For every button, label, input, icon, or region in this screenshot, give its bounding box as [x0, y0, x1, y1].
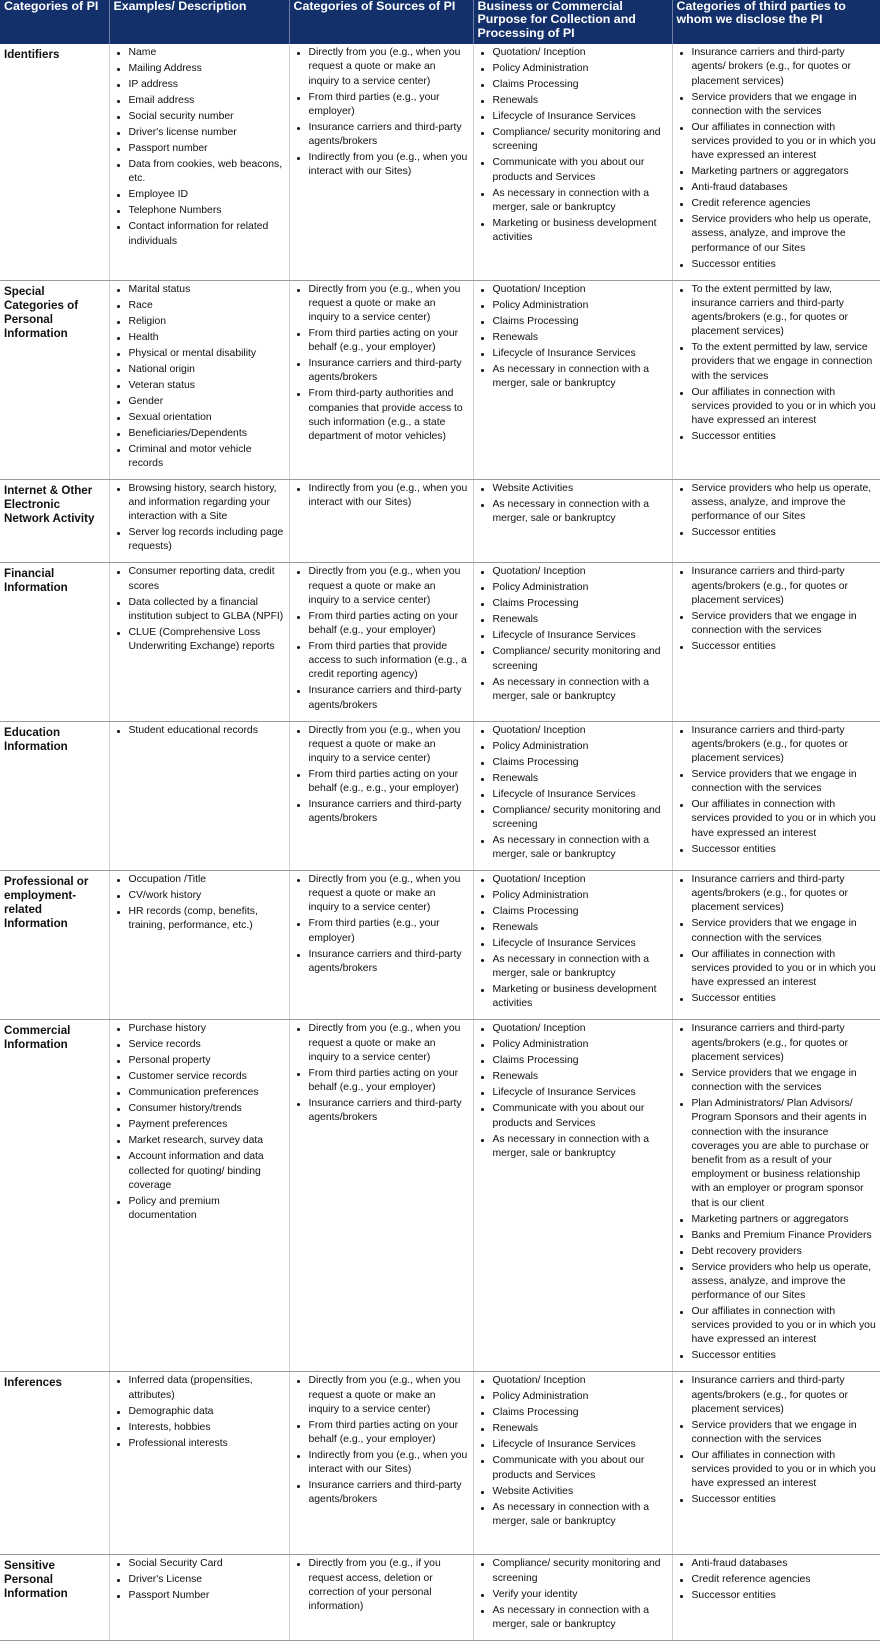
category-cell: Commercial Information — [0, 1020, 109, 1372]
third-party-item: Insurance carriers and third-party agents/brokers (e.g., for quotes or placement services) — [692, 873, 877, 916]
source-item: From third parties that provide access to such information (e.g., a credit reporting agency) — [309, 640, 469, 683]
purpose-item: Compliance/ security monitoring and screening — [493, 645, 668, 673]
bullet-list — [478, 1374, 668, 1529]
source-item: Directly from you (e.g., when you request a quote or make an inquiry to a service center) — [309, 1374, 469, 1417]
examples-cell — [109, 1020, 289, 1372]
third-parties-cell — [672, 479, 880, 563]
purpose-item: Policy Administration — [493, 1038, 668, 1052]
source-item: Directly from you (e.g., when you request a quote or make an inquiry to a service center) — [309, 46, 469, 89]
bullet-list — [294, 873, 469, 976]
source-item: Directly from you (e.g., when you request a quote or make an inquiry to a service center) — [309, 873, 469, 916]
example-item: Name — [129, 46, 285, 60]
purpose-item: Marketing or business development activities — [493, 983, 668, 1011]
third-party-item: Banks and Premium Finance Providers — [692, 1229, 877, 1243]
purpose-item: Lifecycle of Insurance Services — [493, 629, 668, 643]
examples-cell — [109, 280, 289, 479]
third-party-item: Service providers who help us operate, assess, analyze, and improve the performance of our Sites — [692, 1261, 877, 1304]
purpose-item: Website Activities — [493, 482, 668, 496]
purpose-item: Quotation/ Inception — [493, 1022, 668, 1036]
example-item: Mailing Address — [129, 62, 285, 76]
purpose-item: As necessary in connection with a merger, sale or bankruptcy — [493, 1133, 668, 1161]
bullet-list — [677, 565, 877, 654]
purpose-item: Renewals — [493, 1422, 668, 1436]
purpose-item: Claims Processing — [493, 315, 668, 329]
purposes-cell — [473, 1372, 672, 1555]
example-item: Interests, hobbies — [129, 1421, 285, 1435]
bullet-list — [677, 482, 877, 541]
table-row — [0, 280, 880, 479]
examples-cell — [109, 479, 289, 563]
purpose-item: Policy Administration — [493, 740, 668, 754]
header-third-parties: Categories of third parties to whom we disclose the PI — [672, 0, 880, 44]
example-item: Passport Number — [129, 1589, 285, 1603]
source-item: From third parties (e.g., your employer) — [309, 91, 469, 119]
purpose-item: Lifecycle of Insurance Services — [493, 1438, 668, 1452]
source-item: Insurance carriers and third-party agents/brokers — [309, 798, 469, 826]
example-item: Contact information for related individuals — [129, 220, 285, 248]
third-party-item: Service providers that we engage in connection with the services — [692, 1067, 877, 1095]
third-party-item: Successor entities — [692, 843, 877, 857]
example-item: CLUE (Comprehensive Loss Underwriting Exchange) reports — [129, 626, 285, 654]
source-item: Insurance carriers and third-party agents/brokers — [309, 684, 469, 712]
sources-cell — [289, 280, 473, 479]
purpose-item: Lifecycle of Insurance Services — [493, 1086, 668, 1100]
example-item: Race — [129, 299, 285, 313]
example-item: Beneficiaries/Dependents — [129, 427, 285, 441]
table-row — [0, 1555, 880, 1640]
category-cell: Professional or employment-related Information — [0, 871, 109, 1020]
purposes-cell — [473, 479, 672, 563]
third-party-item: Our affiliates in connection with services provided to you or in which you have expressed an interest — [692, 1449, 877, 1492]
example-item: Service records — [129, 1038, 285, 1052]
example-item: Marital status — [129, 283, 285, 297]
purpose-item: As necessary in connection with a merger, sale or bankruptcy — [493, 834, 668, 862]
example-item: Payment preferences — [129, 1118, 285, 1132]
table-body — [0, 44, 880, 1640]
purposes-cell — [473, 1555, 672, 1640]
purpose-item: Compliance/ security monitoring and screening — [493, 126, 668, 154]
third-party-item: Successor entities — [692, 1589, 877, 1603]
purpose-item: As necessary in connection with a merger, sale or bankruptcy — [493, 1604, 668, 1632]
source-item: From third parties acting on your behalf (e.g., your employer) — [309, 1419, 469, 1447]
third-party-item: Service providers who help us operate, assess, analyze, and improve the performance of our Sites — [692, 213, 877, 256]
third-party-item: To the extent permitted by law, insurance carriers and third-party agents/brokers (e.g., for quotes or placement services) — [692, 283, 877, 340]
third-party-item: Successor entities — [692, 640, 877, 654]
example-item: Inferred data (propensities, attributes) — [129, 1374, 285, 1402]
third-party-item: Insurance carriers and third-party agents/brokers (e.g., for quotes or placement services) — [692, 565, 877, 608]
example-item: Purchase history — [129, 1022, 285, 1036]
purpose-item: Lifecycle of Insurance Services — [493, 788, 668, 802]
source-item: From third parties acting on your behalf (e.g., your employer) — [309, 610, 469, 638]
sources-cell — [289, 1020, 473, 1372]
header-purposes: Business or Commercial Purpose for Collection and Processing of PI — [473, 0, 672, 44]
example-item: Professional interests — [129, 1437, 285, 1451]
examples-cell — [109, 563, 289, 721]
source-item: Insurance carriers and third-party agents/brokers — [309, 1479, 469, 1507]
third-party-item: Plan Administrators/ Plan Advisors/ Program Sponsors and their agents in connection with the insurance coverages you are able to purchase or benefit from as a result of your employment or business relationship with an employer or program sponsor that is our client — [692, 1097, 877, 1211]
purpose-item: Renewals — [493, 921, 668, 935]
bullet-list — [114, 1374, 285, 1450]
sources-cell — [289, 871, 473, 1020]
purpose-item: As necessary in connection with a merger, sale or bankruptcy — [493, 1501, 668, 1529]
examples-cell — [109, 871, 289, 1020]
bullet-list — [114, 873, 285, 933]
purpose-item: Quotation/ Inception — [493, 565, 668, 579]
example-item: Gender — [129, 395, 285, 409]
third-party-item: Service providers that we engage in connection with the services — [692, 768, 877, 796]
example-item: Employee ID — [129, 188, 285, 202]
third-party-item: Anti-fraud databases — [692, 1557, 877, 1571]
third-party-item: Our affiliates in connection with services provided to you or in which you have expressed an interest — [692, 121, 877, 164]
bullet-list — [294, 565, 469, 712]
purpose-item: Lifecycle of Insurance Services — [493, 110, 668, 124]
category-cell: Education Information — [0, 721, 109, 870]
purpose-item: Quotation/ Inception — [493, 1374, 668, 1388]
example-item: Passport number — [129, 142, 285, 156]
purpose-item: As necessary in connection with a merger, sale or bankruptcy — [493, 498, 668, 526]
source-item: Directly from you (e.g., when you request a quote or make an inquiry to a service center) — [309, 283, 469, 326]
category-cell: Identifiers — [0, 44, 109, 280]
source-item: Insurance carriers and third-party agents/brokers — [309, 357, 469, 385]
example-item: Health — [129, 331, 285, 345]
bullet-list — [294, 482, 469, 510]
third-party-item: Insurance carriers and third-party agents/brokers (e.g., for quotes or placement services) — [692, 724, 877, 767]
third-parties-cell — [672, 280, 880, 479]
bullet-list — [478, 1557, 668, 1632]
source-item: From third parties acting on your behalf (e.g., your employer) — [309, 1067, 469, 1095]
example-item: National origin — [129, 363, 285, 377]
source-item: From third-party authorities and companies that provide access to such information (e.g., a state department of motor vehicles) — [309, 387, 469, 444]
header-categories: Categories of PI — [0, 0, 109, 44]
example-item: Occupation /Title — [129, 873, 285, 887]
example-item: Email address — [129, 94, 285, 108]
purpose-item: As necessary in connection with a merger, sale or bankruptcy — [493, 676, 668, 704]
third-parties-cell — [672, 1555, 880, 1640]
third-party-item: Service providers that we engage in connection with the services — [692, 91, 877, 119]
bullet-list — [114, 1022, 285, 1223]
example-item: Consumer history/trends — [129, 1102, 285, 1116]
example-item: Social Security Card — [129, 1557, 285, 1571]
third-party-item: Our affiliates in connection with services provided to you or in which you have expressed an interest — [692, 948, 877, 991]
examples-cell — [109, 1372, 289, 1555]
third-party-item: Service providers that we engage in connection with the services — [692, 1419, 877, 1447]
purpose-item: Claims Processing — [493, 78, 668, 92]
example-item: HR records (comp, benefits, training, performance, etc.) — [129, 905, 285, 933]
purpose-item: Policy Administration — [493, 62, 668, 76]
third-party-item: Marketing partners or aggregators — [692, 165, 877, 179]
third-parties-cell — [672, 721, 880, 870]
header-examples: Examples/ Description — [109, 0, 289, 44]
example-item: IP address — [129, 78, 285, 92]
third-party-item: Successor entities — [692, 526, 877, 540]
purposes-cell — [473, 44, 672, 280]
sources-cell — [289, 563, 473, 721]
bullet-list — [294, 1374, 469, 1507]
bullet-list — [478, 283, 668, 391]
example-item: Data collected by a financial institution subject to GLBA (NPFI) — [129, 596, 285, 624]
bullet-list — [114, 46, 285, 249]
sources-cell — [289, 44, 473, 280]
purposes-cell — [473, 871, 672, 1020]
purpose-item: Compliance/ security monitoring and screening — [493, 804, 668, 832]
third-party-item: Debt recovery providers — [692, 1245, 877, 1259]
purpose-item: Quotation/ Inception — [493, 873, 668, 887]
bullet-list — [677, 46, 877, 272]
category-cell: Financial Information — [0, 563, 109, 721]
purpose-item: As necessary in connection with a merger, sale or bankruptcy — [493, 953, 668, 981]
bullet-list — [294, 1022, 469, 1125]
table-row — [0, 44, 880, 280]
source-item: Directly from you (e.g., when you request a quote or make an inquiry to a service center) — [309, 1022, 469, 1065]
third-party-item: Successor entities — [692, 430, 877, 444]
source-item: Directly from you (e.g., when you request a quote or make an inquiry to a service center) — [309, 724, 469, 767]
bullet-list — [294, 724, 469, 827]
sources-cell — [289, 1555, 473, 1640]
third-parties-cell — [672, 44, 880, 280]
sources-cell — [289, 1372, 473, 1555]
purpose-item: Policy Administration — [493, 1390, 668, 1404]
bullet-list — [478, 1022, 668, 1161]
purpose-item: Renewals — [493, 1070, 668, 1084]
source-item: Indirectly from you (e.g., when you interact with our Sites) — [309, 1449, 469, 1477]
example-item: Veteran status — [129, 379, 285, 393]
purpose-item: Claims Processing — [493, 756, 668, 770]
header-row — [0, 0, 880, 44]
bullet-list — [114, 283, 285, 471]
purposes-cell — [473, 721, 672, 870]
bullet-list — [677, 1374, 877, 1507]
example-item: Religion — [129, 315, 285, 329]
table-row — [0, 721, 880, 870]
purpose-item: Website Activities — [493, 1485, 668, 1499]
third-party-item: Service providers who help us operate, assess, analyze, and improve the performance of our Sites — [692, 482, 877, 525]
source-item: Directly from you (e.g., when you request a quote or make an inquiry to a service center) — [309, 565, 469, 608]
purpose-item: As necessary in connection with a merger, sale or bankruptcy — [493, 187, 668, 215]
purpose-item: Policy Administration — [493, 581, 668, 595]
bullet-list — [294, 283, 469, 445]
purpose-item: Communicate with you about our products and Services — [493, 156, 668, 184]
example-item: Student educational records — [129, 724, 285, 738]
source-item: Insurance carriers and third-party agents/brokers — [309, 121, 469, 149]
purpose-item: Marketing or business development activities — [493, 217, 668, 245]
third-party-item: Successor entities — [692, 1349, 877, 1363]
example-item: Demographic data — [129, 1405, 285, 1419]
bullet-list — [294, 1557, 469, 1614]
purpose-item: As necessary in connection with a merger, sale or bankruptcy — [493, 363, 668, 391]
bullet-list — [114, 482, 285, 555]
purposes-cell — [473, 563, 672, 721]
bullet-list — [114, 565, 285, 654]
examples-cell — [109, 721, 289, 870]
purpose-item: Quotation/ Inception — [493, 724, 668, 738]
third-party-item: To the extent permitted by law, service providers that we engage in connection with the services — [692, 341, 877, 384]
example-item: Physical or mental disability — [129, 347, 285, 361]
table-row — [0, 1020, 880, 1372]
purpose-item: Policy Administration — [493, 299, 668, 313]
third-parties-cell — [672, 1372, 880, 1555]
sources-cell — [289, 479, 473, 563]
bullet-list — [478, 724, 668, 863]
example-item: Communication preferences — [129, 1086, 285, 1100]
bullet-list — [677, 1022, 877, 1363]
third-party-item: Our affiliates in connection with services provided to you or in which you have expressed an interest — [692, 1305, 877, 1348]
header-sources: Categories of Sources of PI — [289, 0, 473, 44]
source-item: Directly from you (e.g., if you request access, deletion or correction of your personal information) — [309, 1557, 469, 1614]
example-item: Account information and data collected for quoting/ binding coverage — [129, 1150, 285, 1193]
purpose-item: Communicate with you about our products and Services — [493, 1102, 668, 1130]
purposes-cell — [473, 1020, 672, 1372]
table-row — [0, 563, 880, 721]
purpose-item: Renewals — [493, 613, 668, 627]
example-item: Social security number — [129, 110, 285, 124]
bullet-list — [677, 873, 877, 1006]
purpose-item: Claims Processing — [493, 905, 668, 919]
third-party-item: Anti-fraud databases — [692, 181, 877, 195]
purpose-item: Claims Processing — [493, 597, 668, 611]
purpose-item: Renewals — [493, 331, 668, 345]
bullet-list — [478, 565, 668, 704]
bullet-list — [478, 482, 668, 526]
sources-cell — [289, 721, 473, 870]
third-party-item: Credit reference agencies — [692, 197, 877, 211]
example-item: CV/work history — [129, 889, 285, 903]
bullet-list — [677, 283, 877, 445]
example-item: Criminal and motor vehicle records — [129, 443, 285, 471]
source-item: Insurance carriers and third-party agents/brokers — [309, 948, 469, 976]
purpose-item: Quotation/ Inception — [493, 46, 668, 60]
purpose-item: Quotation/ Inception — [493, 283, 668, 297]
purpose-item: Lifecycle of Insurance Services — [493, 347, 668, 361]
purpose-item: Renewals — [493, 94, 668, 108]
bullet-list — [478, 873, 668, 1012]
third-party-item: Insurance carriers and third-party agents/ brokers (e.g., for quotes or placement services) — [692, 46, 877, 89]
examples-cell — [109, 44, 289, 280]
purpose-item: Renewals — [493, 772, 668, 786]
bullet-list — [114, 1557, 285, 1603]
example-item: Browsing history, search history, and information regarding your interaction with a Site — [129, 482, 285, 525]
purpose-item: Claims Processing — [493, 1406, 668, 1420]
category-cell: Sensitive Personal Information — [0, 1555, 109, 1640]
third-party-item: Successor entities — [692, 1493, 877, 1507]
third-party-item: Service providers that we engage in connection with the services — [692, 610, 877, 638]
purpose-item: Compliance/ security monitoring and screening — [493, 1557, 668, 1585]
bullet-list — [677, 1557, 877, 1603]
third-party-item: Our affiliates in connection with services provided to you or in which you have expressed an interest — [692, 798, 877, 841]
bullet-list — [294, 46, 469, 179]
third-parties-cell — [672, 1020, 880, 1372]
third-party-item: Our affiliates in connection with services provided to you or in which you have expressed an interest — [692, 386, 877, 429]
example-item: Data from cookies, web beacons, etc. — [129, 158, 285, 186]
example-item: Sexual orientation — [129, 411, 285, 425]
third-party-item: Successor entities — [692, 258, 877, 272]
purpose-item: Policy Administration — [493, 889, 668, 903]
source-item: From third parties (e.g., your employer) — [309, 917, 469, 945]
example-item: Consumer reporting data, credit scores — [129, 565, 285, 593]
table-header — [0, 0, 880, 44]
example-item: Market research, survey data — [129, 1134, 285, 1148]
example-item: Driver's license number — [129, 126, 285, 140]
table-row — [0, 871, 880, 1020]
example-item: Policy and premium documentation — [129, 1195, 285, 1223]
source-item: Indirectly from you (e.g., when you interact with our Sites) — [309, 151, 469, 179]
bullet-list — [114, 724, 285, 738]
bullet-list — [478, 46, 668, 245]
example-item: Driver's License — [129, 1573, 285, 1587]
source-item: Indirectly from you (e.g., when you interact with our Sites) — [309, 482, 469, 510]
purpose-item: Lifecycle of Insurance Services — [493, 937, 668, 951]
third-party-item: Service providers that we engage in connection with the services — [692, 917, 877, 945]
third-party-item: Insurance carriers and third-party agents/brokers (e.g., for quotes or placement services) — [692, 1374, 877, 1417]
examples-cell — [109, 1555, 289, 1640]
example-item: Customer service records — [129, 1070, 285, 1084]
third-party-item: Credit reference agencies — [692, 1573, 877, 1587]
example-item: Telephone Numbers — [129, 204, 285, 218]
category-cell: Internet & Other Electronic Network Activity — [0, 479, 109, 563]
purpose-item: Verify your identity — [493, 1588, 668, 1602]
table-row — [0, 1372, 880, 1555]
purpose-item: Claims Processing — [493, 1054, 668, 1068]
source-item: Insurance carriers and third-party agents/brokers — [309, 1097, 469, 1125]
third-parties-cell — [672, 563, 880, 721]
category-cell: Inferences — [0, 1372, 109, 1555]
purpose-item: Communicate with you about our products and Services — [493, 1454, 668, 1482]
table-row — [0, 479, 880, 563]
third-party-item: Insurance carriers and third-party agents/brokers (e.g., for quotes or placement services) — [692, 1022, 877, 1065]
example-item: Server log records including page requests) — [129, 526, 285, 554]
purposes-cell — [473, 280, 672, 479]
third-parties-cell — [672, 871, 880, 1020]
third-party-item: Successor entities — [692, 992, 877, 1006]
bullet-list — [677, 724, 877, 857]
source-item: From third parties acting on your behalf (e.g., your employer) — [309, 327, 469, 355]
source-item: From third parties acting on your behalf (e.g., e.g., your employer) — [309, 768, 469, 796]
example-item: Personal property — [129, 1054, 285, 1068]
category-cell: Special Categories of Personal Information — [0, 280, 109, 479]
third-party-item: Marketing partners or aggregators — [692, 1213, 877, 1227]
